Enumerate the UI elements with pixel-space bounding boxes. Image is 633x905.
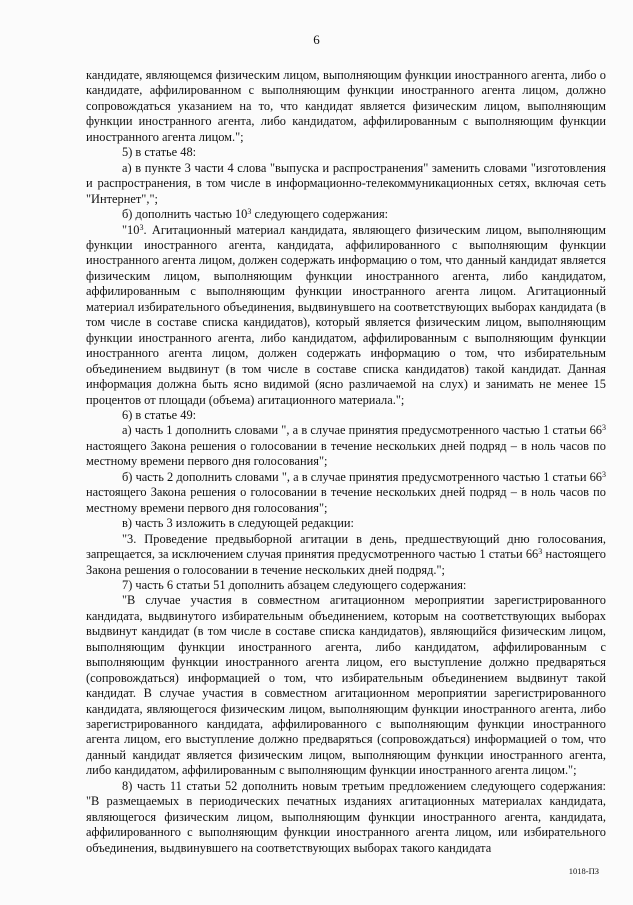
paragraph xyxy=(86,779,606,856)
text-segment: б) дополнить частью 10 xyxy=(122,207,248,222)
text-segment: настоящего Закона решения о голосовании в течение нескольких дней подряд – в ноль часов по местному времени первого дня голосования"; xyxy=(86,485,606,515)
paragraph xyxy=(86,408,606,423)
text-segment: б) часть 2 дополнить словами ", а в случае принятия предусмотренного частью 1 статьи 66 xyxy=(122,469,602,484)
superscript: 3 xyxy=(139,222,144,232)
text-segment: настоящего Закона решения о голосовании в течение нескольких дней подряд – в ноль часов по местному времени первого дня голосования"; xyxy=(86,438,606,469)
text-segment: 8) часть 11 статьи 52 дополнить новым третьим предложением следующего содержания: "В размещаемых в периодических печатных изданиях агитационных материалах кандидата, являющегося физическим лицом, выполняющим функции иностранного агента, кандидата, аффилированного с выполняющим функции иностранного агента лицом, или избирательного объединения, выдвинувшего на соответствующих выборах такого кандидата xyxy=(86,778,606,855)
text-segment: 7) часть 6 статьи 51 дополнить абзацем следующего содержания: xyxy=(122,577,467,592)
text-segment: . Агитационный материал кандидата, являющего физическим лицом, выполняющим функции иностранного агента, кандидата, аффилированного с выполняющим функции иностранного агента лицом, должен содержать информацию о том, что данный кандидат является физическим лицом, выполняющим функции иностранного агента, либо кандидатом, аффилированным с выполняющим функции иностранного агента лицом. Агитационный материал избирательного объединения, выдвинувшего на соответствующих выборах кандидата (в том числе в составе списка кандидатов), который является физическим лицом, выполняющим функции иностранного агента, либо кандидатом, аффилированным с выполняющим функции иностранного агента лицом, должен содержать информацию о том, что избирательным объединением выдвинут (в том числе в составе списка кандидатов) такой кандидат. Данная информация должна быть ясно видимой (ясно различаемой на слух) и занимать не менее 15 процентов от площади (объема) агитационного материала."; xyxy=(86,222,606,407)
page-number: 6 xyxy=(313,32,320,47)
paragraph xyxy=(86,532,606,578)
paragraph xyxy=(86,516,606,531)
superscript: 3 xyxy=(602,469,606,479)
paragraph xyxy=(86,593,606,778)
text-segment: в) часть 3 изложить в следующей редакции: xyxy=(122,516,354,531)
document-body xyxy=(86,68,606,856)
text-segment: а) часть 1 дополнить словами ", а в случае принятия предусмотренного частью 1 статьи 66 xyxy=(122,423,602,438)
text-segment: "3. Проведение предвыборной агитации в день, предшествующий дню голосования, запрещается, за исключением случая принятия предусмотренного частью 1 статьи 66 xyxy=(86,531,606,562)
text-segment: "В случае участия в совместном агитационном мероприятии зарегистрированного кандидата, выдвинутого избирательным объединением, которым на соответствующих выборах выдвинут кандидат (в том числе в составе списка кандидатов), являющийся физическим лицом, выполняющим функции иностранного агента, либо кандидатом, аффилированным с выполняющим функции иностранного агента лицом, его выступление должно предваряться (сопровождаться) информацией о том, что избирательным объединением выдвинут такой кандидат. В случае участия в совместном агитационном мероприятии зарегистрированного кандидата, являющегося физическим лицом, выполняющим функции иностранного агента, либо зарегистрированного кандидата, аффилированного с выполняющим функции иностранного агента лицом, его выступление должно предваряться (сопровождаться) информацией о том, что данный кандидат является физическим лицом, выполняющим функции иностранного агента, либо кандидатом, аффилированным с выполняющим функции иностранного агента лицом."; xyxy=(86,593,606,778)
paragraph xyxy=(86,423,606,469)
text-segment: 5) в статье 48: xyxy=(122,145,197,160)
text-segment: 6) в статье 49: xyxy=(122,407,197,422)
text-segment: "10 xyxy=(122,222,140,237)
paragraph xyxy=(86,161,606,207)
text-segment: следующего содержания: xyxy=(251,207,389,222)
document-code: 1018-ПЗ xyxy=(568,866,599,876)
paragraph xyxy=(86,223,606,408)
text-segment: а) в пункте 3 части 4 слова "выпуска и распространения" заменить словами "изготовления и распространения, в том числе в информационно-телекоммуникационных сетях, включая сеть "Интернет","; xyxy=(86,160,606,206)
superscript: 3 xyxy=(538,547,543,557)
text-segment: кандидате, являющемся физическим лицом, выполняющим функции иностранного агента, либо о кандидате, аффилированном с выполняющим функции иностранного агента лицом, должно сопровождаться указанием на то, что кандидат является физическим лицом, выполняющим функции иностранного агента, либо кандидатом, аффилированным с выполняющим функции иностранного агента лицом."; xyxy=(86,68,606,144)
paragraph xyxy=(86,207,606,222)
paragraph xyxy=(86,578,606,593)
paragraph xyxy=(86,145,606,160)
superscript: 3 xyxy=(602,423,606,433)
paragraph xyxy=(86,68,606,145)
text-segment: настоящего Закона решения о голосовании в течение нескольких дней подряд."; xyxy=(86,547,606,577)
superscript: 3 xyxy=(247,207,252,217)
paragraph xyxy=(86,470,606,516)
